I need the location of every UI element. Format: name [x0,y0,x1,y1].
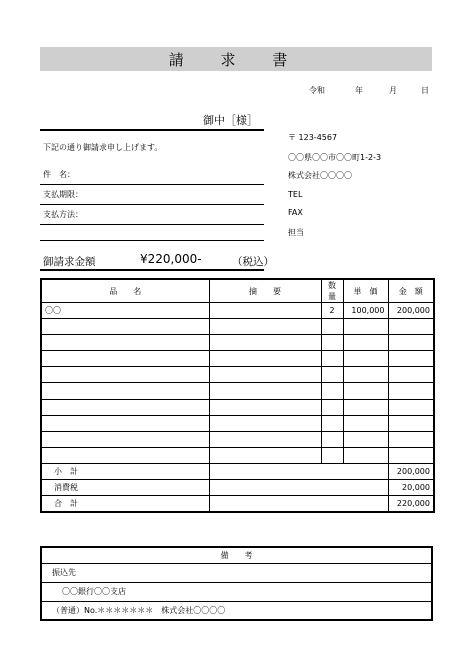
date-day: 日 [421,86,429,95]
table-row [41,431,434,447]
field-due-date [40,184,264,205]
header-amount: 金 額 [388,279,434,303]
cell-amount [388,367,434,383]
cell-amount [388,399,434,415]
remarks-line-bank-branch: 〇〇銀行〇〇支店 [41,582,432,601]
issuer-fax: FAX [288,208,303,217]
cell-amount [388,415,434,431]
header-item-name: 品 名 [41,279,209,303]
header-description: 摘 要 [209,279,321,303]
lead-text: 下記の通り御請求申し上げます。 [43,143,163,152]
field-payment-method-label: 支払方法： [43,210,83,219]
header-unit-price: 単 価 [343,279,388,303]
cell-unit-price [343,367,388,383]
subtotal-row [41,463,434,479]
field-blank [40,220,264,241]
cell-item [41,399,209,415]
cell-unit-price [343,335,388,351]
subtotal-value: 200,000 [388,463,434,479]
tax-label: 消費税 [41,480,209,496]
cell-description [209,351,321,367]
table-row [41,447,434,463]
cell-amount [388,319,434,335]
issuer-company: 株式会社〇〇〇〇 [288,171,352,180]
cell-description [209,447,321,463]
cell-unit-price [343,447,388,463]
cell-quantity [321,335,343,351]
total-value: ¥220,000- [140,252,202,266]
cell-amount: 200,000 [388,303,434,319]
field-subject [40,164,264,185]
cell-description [209,399,321,415]
cell-item [41,367,209,383]
table-row [41,303,434,319]
grand-total-blank [209,496,388,512]
cell-description [209,319,321,335]
cell-unit-price: 100,000 [343,303,388,319]
header-quantity: 数量 [321,279,343,303]
issue-date [0,85,474,97]
cell-quantity [321,447,343,463]
cell-unit-price [343,351,388,367]
cell-description [209,431,321,447]
cell-unit-price [343,319,388,335]
grand-total-row [41,496,434,512]
date-month: 月 [389,86,397,95]
grand-total-label: 合 計 [41,496,209,512]
cell-item [41,351,209,367]
cell-quantity: 2 [321,303,343,319]
subtotal-blank [209,463,388,479]
cell-quantity [321,383,343,399]
cell-unit-price [343,415,388,431]
cell-amount [388,335,434,351]
table-row [41,367,434,383]
field-subject-label: 件 名： [43,170,75,179]
cell-quantity [321,431,343,447]
remarks-table [40,546,433,621]
cell-item [41,335,209,351]
total-tax-note: （税込） [232,256,274,268]
tax-blank [209,480,388,496]
remarks-line-bank-label: 振込先 [41,563,432,582]
cell-amount [388,431,434,447]
issuer-address: 〇〇県〇〇市〇〇町1-2-3 [288,153,382,162]
issuer-tel: TEL [288,190,303,199]
issuer-postal: 〒 123-4567 [288,133,338,142]
cell-item [41,319,209,335]
total-label: 御請求金額 [43,256,96,268]
cell-quantity [321,367,343,383]
cell-item [41,415,209,431]
cell-item [41,447,209,463]
recipient-suffix: 御中［様］ [203,114,258,127]
tax-row [41,480,434,496]
cell-item [41,431,209,447]
cell-item [41,383,209,399]
table-row [41,383,434,399]
document-title: 請 求 書 [40,47,432,71]
cell-description [209,303,321,319]
table-row [41,319,434,335]
field-due-date-label: 支払期限： [43,190,83,199]
cell-quantity [321,319,343,335]
subtotal-label: 小 計 [41,463,209,479]
date-era: 令和 [309,86,325,95]
cell-amount [388,383,434,399]
date-year: 年 [355,86,363,95]
cell-quantity [321,415,343,431]
cell-quantity [321,351,343,367]
grand-total-value: 220,000 [388,496,434,512]
issuer-person: 担当 [288,228,304,237]
cell-item: 〇〇 [41,303,209,319]
cell-description [209,415,321,431]
table-row [41,415,434,431]
cell-description [209,335,321,351]
remarks-header: 備 考 [41,547,432,563]
cell-quantity [321,399,343,415]
items-table [40,278,435,513]
tax-value: 20,000 [388,480,434,496]
cell-amount [388,447,434,463]
cell-description [209,367,321,383]
table-row [41,399,434,415]
table-row [41,335,434,351]
table-row [41,351,434,367]
cell-unit-price [343,383,388,399]
remarks-line-account: （普通）No.＊＊＊＊＊＊＊ 株式会社〇〇〇〇 [41,601,432,620]
cell-unit-price [343,431,388,447]
cell-amount [388,351,434,367]
cell-unit-price [343,399,388,415]
cell-description [209,383,321,399]
table-header-row [41,279,434,303]
